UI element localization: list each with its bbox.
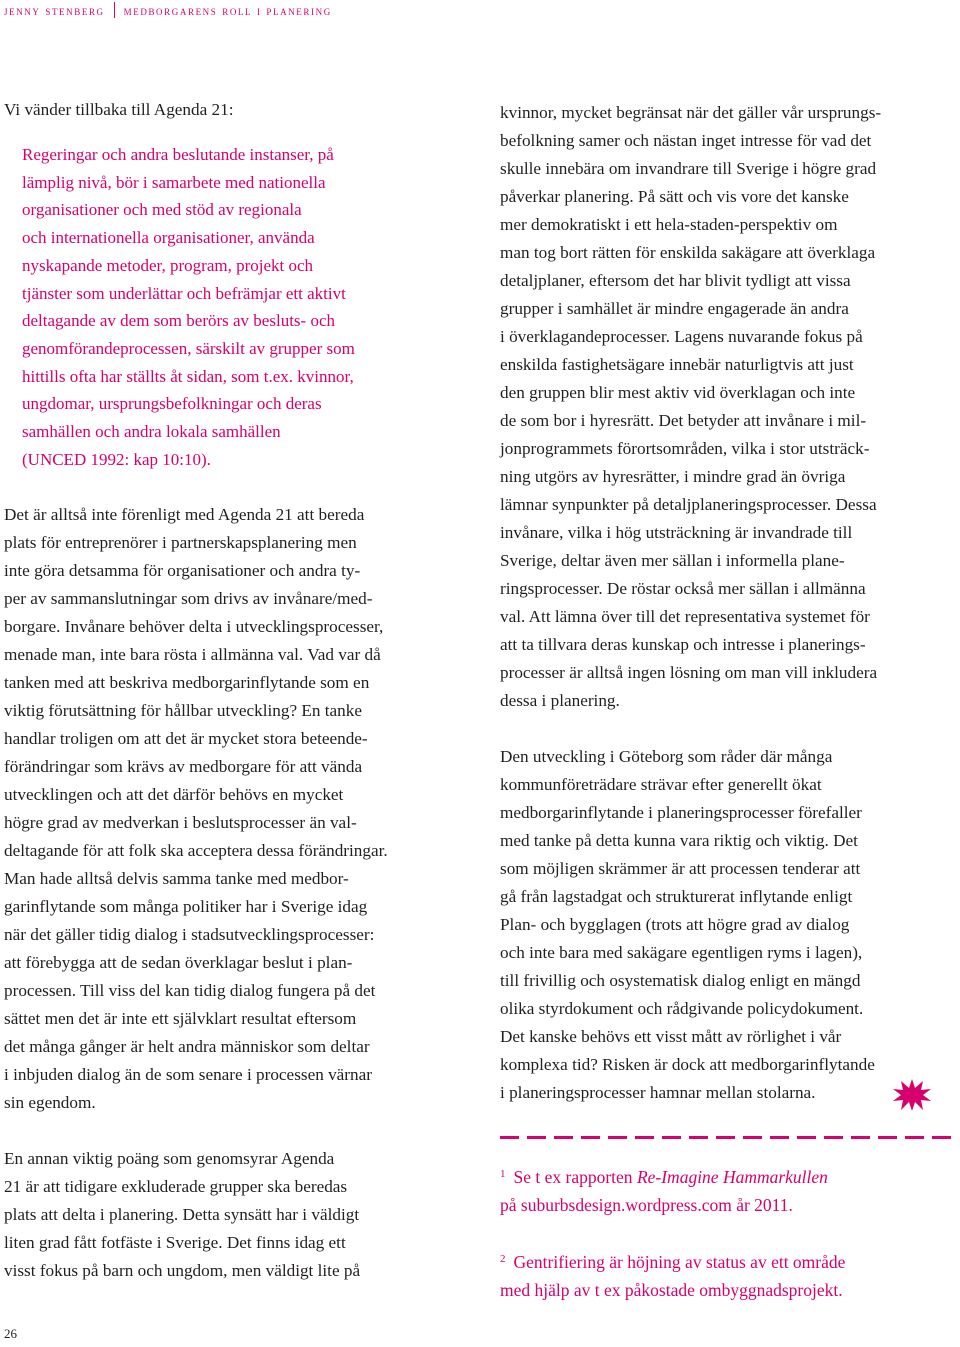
text-line: högre grad av medverkan i beslutsprocesser än val- bbox=[4, 813, 357, 833]
quote-line: och internationella organisationer, använda bbox=[22, 228, 315, 248]
text-line: i överklagandeprocesser. Lagens nuvarande fokus på bbox=[500, 327, 863, 346]
text-line: utvecklingen och att det därför behövs en mycket bbox=[4, 785, 344, 805]
text-line: viktig förutsättning för hållbar utveckling? En tanke bbox=[4, 701, 362, 721]
text-line: deltagande för att folk ska acceptera dessa förändringar. bbox=[4, 841, 388, 861]
body-paragraph bbox=[4, 501, 459, 1117]
text-line: kommunföreträdare strävar efter generellt ökat bbox=[500, 775, 822, 794]
text-line: per av sammanslutningar som drivs av invånare/med- bbox=[4, 589, 373, 609]
header-separator bbox=[114, 2, 115, 18]
text-line: grupper i samhället är mindre engagerade än andra bbox=[500, 299, 849, 318]
page-number: 26 bbox=[4, 1326, 17, 1341]
quote-line: nyskapande metoder, program, projekt och bbox=[22, 255, 314, 275]
text-line: dessa i planering. bbox=[500, 691, 620, 710]
text-line: borgare. Invånare behöver delta i utvecklingsprocesser, bbox=[4, 617, 384, 637]
star-burst-icon bbox=[892, 1077, 932, 1113]
text-line: Man hade alltså delvis samma tanke med medbor- bbox=[4, 869, 349, 889]
header-title: medborgarens roll i planering bbox=[123, 3, 332, 18]
text-line: sin egendom. bbox=[4, 1093, 96, 1113]
text-line: tanken med att beskriva medborgarinflytande som en bbox=[4, 673, 370, 693]
footnote-1 bbox=[500, 1160, 955, 1219]
text-line: i inbjuden dialog än de som senare i processen värnar bbox=[4, 1065, 372, 1085]
footnote-title: Re-Imagine Hammarkullen bbox=[636, 1167, 828, 1187]
text-line: processer är alltså ingen lösning om man vill inkludera bbox=[500, 663, 878, 682]
text-line: lämnar synpunkter på detaljplaneringsprocesser. Dessa bbox=[500, 495, 877, 514]
text-line: inte göra detsamma för organisationer och andra ty- bbox=[4, 561, 361, 581]
quote-line: genomförandeprocessen, särskilt av grupper som bbox=[22, 338, 355, 358]
text-line: och inte bara med sakägare egentligen ryms i lagen), bbox=[500, 943, 863, 962]
quote-line: Regeringar och andra beslutande instanser, på bbox=[22, 145, 334, 164]
text-line: mer demokratiskt i ett hela-staden-perspektiv om bbox=[500, 215, 838, 234]
quote-line: (UNCED 1992: kap 10:10). bbox=[22, 449, 211, 469]
text-line: man tog bort rätten för enskilda sakägare att överklaga bbox=[500, 243, 876, 262]
text-line: när det gäller tidig dialog i stadsutvecklingsprocesser: bbox=[4, 925, 375, 945]
text-line: ringsprocesser. De röstar också mer sällan i allmänna bbox=[500, 579, 866, 598]
text-line: jonprogrammets förortsområden, vilka i stor utsträck- bbox=[500, 439, 870, 458]
footnote-divider bbox=[500, 1136, 955, 1139]
footnote-text: med hjälp av t ex påkostade ombyggnadsprojekt. bbox=[500, 1280, 843, 1300]
body-paragraph bbox=[500, 743, 958, 1107]
body-paragraph bbox=[4, 1145, 459, 1285]
block-quote bbox=[4, 141, 447, 473]
footnotes bbox=[500, 1160, 955, 1330]
text-line: till frivillig och osystematisk dialog enligt en mängd bbox=[500, 971, 861, 990]
text-line: visst fokus på barn och ungdom, men väldigt lite på bbox=[4, 1261, 361, 1281]
left-column bbox=[4, 96, 459, 1285]
text-line: enskilda fastighetsägare innebär naturligtvis att just bbox=[500, 355, 854, 374]
quote-line: deltagande av dem som berörs av besluts- och bbox=[22, 311, 335, 331]
quote-line: ungdomar, ursprungsbefolkningar och deras bbox=[22, 394, 322, 414]
text-line: kvinnor, mycket begränsat när det gäller vår ursprungs- bbox=[500, 103, 882, 122]
text-line: komplexa tid? Risken är dock att medborgarinflytande bbox=[500, 1055, 875, 1074]
text-line: invånare, vilka i hög utsträckning är invandrade till bbox=[500, 523, 853, 542]
text-line: detaljplaner, eftersom det har blivit tydligt att vissa bbox=[500, 271, 851, 290]
text-line: val. Att lämna över till det representativa systemet för bbox=[500, 607, 870, 626]
text-line: att ta tillvara deras kunskap och intresse i planerings- bbox=[500, 635, 866, 654]
text-line: ning utgörs av hyresrätter, i mindre grad än övriga bbox=[500, 467, 846, 486]
text-line: menade man, inte bara rösta i allmänna val. Vad var då bbox=[4, 645, 381, 665]
text-line: processen. Till viss del kan tidig dialog fungera på det bbox=[4, 981, 376, 1001]
running-header bbox=[4, 2, 954, 19]
text-line: som möjligen skrämmer är att processen tenderar att bbox=[500, 859, 861, 878]
text-line: det många gånger är helt andra människor som deltar bbox=[4, 1037, 370, 1057]
text-line: förändringar som krävs av medborgare för att vända bbox=[4, 757, 363, 777]
quote-line: lämplig nivå, bör i samarbete med nationella bbox=[22, 172, 326, 192]
text-line: 21 är att tidigare exkluderade grupper ska beredas bbox=[4, 1177, 348, 1197]
text-line: Sverige, deltar även mer sällan i informella plane- bbox=[500, 551, 845, 570]
quote-line: samhällen och andra lokala samhällen bbox=[22, 422, 281, 442]
text-line: En annan viktig poäng som genomsyrar Agenda bbox=[4, 1149, 335, 1169]
text-line: handlar troligen om att det är mycket stora beteende- bbox=[4, 729, 368, 749]
text-line: plats att delta i planering. Detta synsätt har i väldigt bbox=[4, 1205, 360, 1225]
footnote-2 bbox=[500, 1245, 955, 1304]
text-line: att förebygga att de sedan överklagar beslut i plan- bbox=[4, 953, 353, 973]
quote-line: tjänster som underlättar och befrämjar ett aktivt bbox=[22, 283, 346, 303]
text-line: liten grad fått fotfäste i Sverige. Det finns idag ett bbox=[4, 1233, 346, 1253]
footnote-number: 2 bbox=[500, 1253, 506, 1265]
footnote-text: Se t ex rapporten bbox=[513, 1167, 637, 1187]
text-line: Det kanske behövs ett visst mått av rörlighet i vår bbox=[500, 1027, 842, 1046]
text-line: Den utveckling i Göteborg som råder där många bbox=[500, 747, 833, 766]
footnote-text: på suburbsdesign.wordpress.com år 2011. bbox=[500, 1195, 793, 1215]
text-line: medborgarinflytande i planeringsprocesser förefaller bbox=[500, 803, 862, 822]
text-line: garinflytande som många politiker har i Sverige idag bbox=[4, 897, 368, 917]
text-line: plats för entreprenörer i partnerskapsplanering men bbox=[4, 533, 357, 553]
text-line: den gruppen blir mest aktiv vid överklagan och inte bbox=[500, 383, 856, 402]
text-line: de som bor i hyresrätt. Det betyder att invånare i mil- bbox=[500, 411, 867, 430]
right-column bbox=[500, 99, 958, 1107]
quote-line: hittills ofta har ställts åt sidan, som t.ex. kvinnor, bbox=[22, 366, 354, 386]
text-line: påverkar planering. På sätt och vis vore det kanske bbox=[500, 187, 849, 206]
text-line: skulle innebära om invandrare till Sverige i högre grad bbox=[500, 159, 877, 178]
text-line: sättet men det är inte ett självklart resultat eftersom bbox=[4, 1009, 357, 1029]
footnote-number: 1 bbox=[500, 1168, 506, 1180]
quote-line: organisationer och med stöd av regionala bbox=[22, 200, 302, 220]
text-line: olika styrdokument och rådgivande policydokument. bbox=[500, 999, 864, 1018]
text-line: i planeringsprocesser hamnar mellan stolarna. bbox=[500, 1083, 816, 1102]
intro-line: Vi vänder tillbaka till Agenda 21: bbox=[4, 100, 234, 119]
text-line: med tanke på detta kunna vara riktig och viktig. Det bbox=[500, 831, 858, 850]
text-line: Plan- och bygglagen (trots att högre grad av dialog bbox=[500, 915, 850, 934]
header-author: jenny stenberg bbox=[4, 3, 105, 18]
body-paragraph bbox=[500, 99, 958, 715]
footnote-text: Gentrifiering är höjning av status av ett område bbox=[513, 1252, 846, 1272]
text-line: gå från lagstadgat och strukturerat inflytande enligt bbox=[500, 887, 853, 906]
text-line: befolkning samer och nästan inget intresse för vad det bbox=[500, 131, 872, 150]
text-line: Det är alltså inte förenligt med Agenda 21 att bereda bbox=[4, 505, 365, 525]
